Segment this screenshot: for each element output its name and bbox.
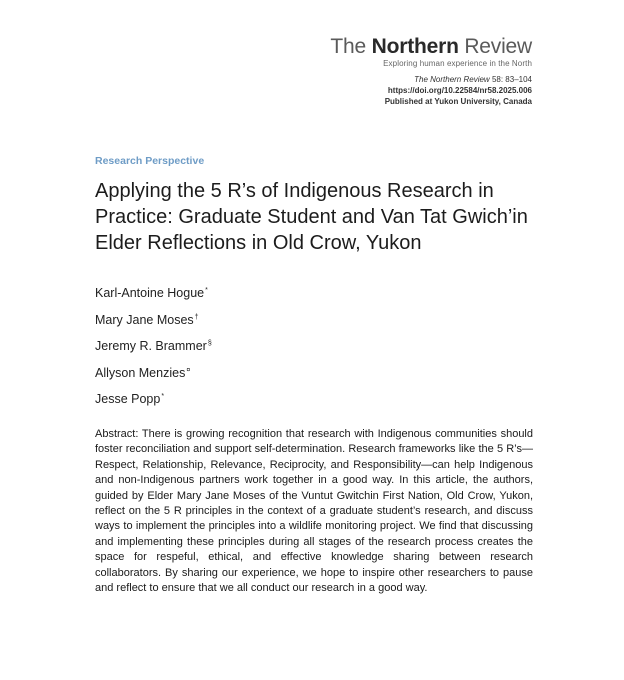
journal-name-the: The (330, 35, 366, 58)
doi-link[interactable]: https://doi.org/10.22584/nr58.2025.006 (387, 86, 532, 95)
author-list (95, 279, 212, 412)
author-item (95, 385, 212, 412)
journal-name-review: Review (464, 35, 532, 58)
journal-tagline: Exploring human experience in the North (383, 59, 532, 68)
author-item (95, 359, 212, 386)
journal-masthead (330, 36, 532, 107)
citation-line (330, 74, 532, 85)
author-name: Karl-Antoine Hogue (95, 286, 205, 300)
author-affiliation-mark: * (205, 287, 208, 294)
author-name: Mary Jane Moses (95, 312, 194, 327)
author-item (95, 306, 212, 333)
published-note: Published at Yukon University, Canada (384, 97, 532, 106)
author-item (95, 279, 212, 306)
author-affiliation-mark: † (194, 313, 199, 321)
article-title: Applying the 5 R’s of Indigenous Research in Practice: Graduate Student and Van Tat Gwich’in Elder Reflections in Old Crow, Yukon (95, 180, 528, 254)
section-label: Research Perspective (95, 155, 205, 167)
author-name: Allyson Menzies (95, 365, 186, 380)
author-item (95, 332, 212, 359)
abstract: Abstract: There is growing recognition that research with Indigenous communities should foster reconciliation and support self-determination. Research frameworks like the 5 R’s—Respect, Relationship, Relevance, Reciprocity, and Responsibility—can help Indigenous and non-Indigenous partners work together in a good way. In this article, the authors, guided by Elder Mary Jane Moses of the Vuntut Gwitchin First Nation, Old Crow, Yukon, reflect on the 5 R principles in the context of a graduate student’s research, and discuss ways to implement the principles into a wildlife monitoring project. We find that discussing and implementing these principles during all stages of the research process creates the space for respeful, ethical, and effective knowledge sharing between research collaborators. By sharing our experience, we hope to inspire other researchers to pause and reflect to ensure that we all conduct our research in a good way. (95, 428, 533, 595)
author-affiliation-mark: ¤ (186, 366, 191, 374)
journal-name-northern: Northern (371, 35, 459, 58)
author-affiliation-mark: § (207, 340, 212, 347)
author-name: Jesse Popp (95, 392, 161, 406)
author-name: Jeremy R. Brammer (95, 339, 207, 353)
author-affiliation-mark: * (161, 393, 165, 400)
citation-volume-pages: 58: 83–104 (491, 75, 532, 84)
journal-logo (330, 36, 532, 58)
citation-journal: The Northern Review (414, 75, 490, 84)
